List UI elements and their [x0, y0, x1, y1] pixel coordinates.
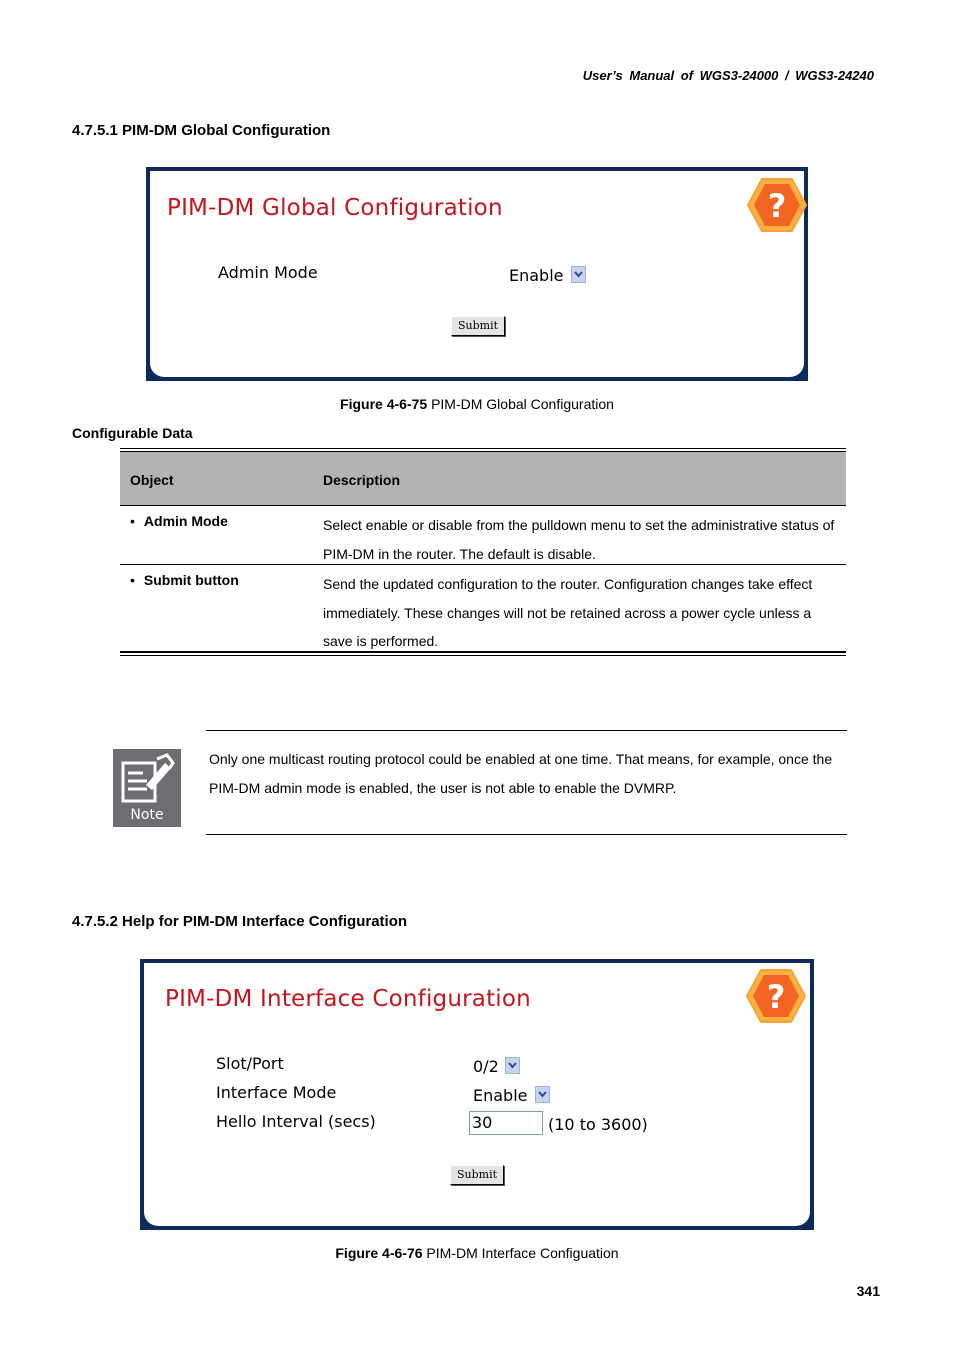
- section-title-interface: 4.7.5.2 Help for PIM-DM Interface Configuration: [72, 913, 408, 930]
- admin-mode-select-value[interactable]: Enable: [509, 266, 564, 285]
- configurable-data-table: [120, 448, 846, 656]
- note-text: Only one multicast routing protocol could be enabled at one time. That means, for example, once the PIM-DM admin mode is enabled, the user is not able to enable the DVMRP.: [209, 751, 833, 796]
- section-title-global: 4.7.5.1 PIM-DM Global Configuration: [72, 122, 331, 139]
- caption-figure-number: Figure 4-6-76: [335, 1245, 423, 1261]
- svg-text:?: ?: [767, 187, 787, 225]
- admin-mode-label: Admin Mode: [218, 263, 318, 282]
- global-config-panel: [150, 171, 804, 377]
- chevron-down-icon: [574, 271, 583, 278]
- row-object: • Submit button: [130, 572, 239, 588]
- table-row: [120, 505, 846, 564]
- interface-mode-label: Interface Mode: [216, 1083, 337, 1102]
- chevron-down-icon: [508, 1062, 517, 1069]
- row-object: • Admin Mode: [130, 513, 228, 529]
- figure-caption-76: [0, 1245, 954, 1261]
- submit-button[interactable]: Submit: [450, 1165, 504, 1185]
- submit-button[interactable]: Submit: [451, 316, 505, 336]
- hello-interval-input[interactable]: 30: [469, 1111, 543, 1135]
- panel-title: PIM-DM Global Configuration: [167, 195, 503, 221]
- caption-text: PIM-DM Interface Configuation: [422, 1245, 619, 1261]
- slot-port-label: Slot/Port: [216, 1054, 284, 1073]
- panel-title: PIM-DM Interface Configuration: [165, 986, 531, 1012]
- svg-text:?: ?: [766, 978, 786, 1016]
- header-description: Description: [323, 472, 401, 488]
- row-description: Select enable or disable from the pulldown menu to set the administrative status of PIM-DM in the router. The default is disable.: [323, 517, 835, 562]
- page-header: User’s Manual of WGS3-24000 / WGS3-24240: [582, 68, 874, 83]
- slot-port-select-value[interactable]: 0/2: [473, 1057, 499, 1076]
- chevron-down-icon: [538, 1091, 547, 1098]
- note-divider-bottom: [206, 834, 847, 835]
- help-icon[interactable]: [745, 968, 807, 1024]
- global-config-screenshot: [146, 167, 808, 381]
- hello-interval-label: Hello Interval (secs): [216, 1112, 376, 1131]
- help-icon[interactable]: [746, 177, 808, 233]
- admin-mode-dropdown-button[interactable]: [571, 266, 586, 283]
- caption-figure-number: Figure 4-6-75: [340, 396, 428, 412]
- interface-mode-select-value[interactable]: Enable: [473, 1086, 528, 1105]
- interface-config-panel: [144, 963, 810, 1226]
- note-divider-top: [206, 730, 847, 731]
- header-object: Object: [130, 472, 174, 488]
- slot-port-dropdown-button[interactable]: [505, 1057, 520, 1074]
- interface-mode-dropdown-button[interactable]: [535, 1086, 550, 1103]
- caption-text: PIM-DM Global Configuration: [427, 396, 614, 412]
- note-icon: [113, 749, 181, 827]
- figure-caption-75: [0, 396, 954, 412]
- hello-interval-range: (10 to 3600): [548, 1115, 648, 1134]
- configurable-data-label: Configurable Data: [72, 425, 193, 441]
- row-description: Send the updated configuration to the router. Configuration changes take effect immediately. These changes will not be retained across a power cycle unless a save is performed.: [323, 576, 813, 649]
- table-row: [120, 564, 846, 651]
- page-number: 341: [856, 1283, 880, 1299]
- interface-config-screenshot: [140, 959, 814, 1230]
- note-icon-label: Note: [130, 807, 164, 823]
- table-header: [120, 451, 846, 505]
